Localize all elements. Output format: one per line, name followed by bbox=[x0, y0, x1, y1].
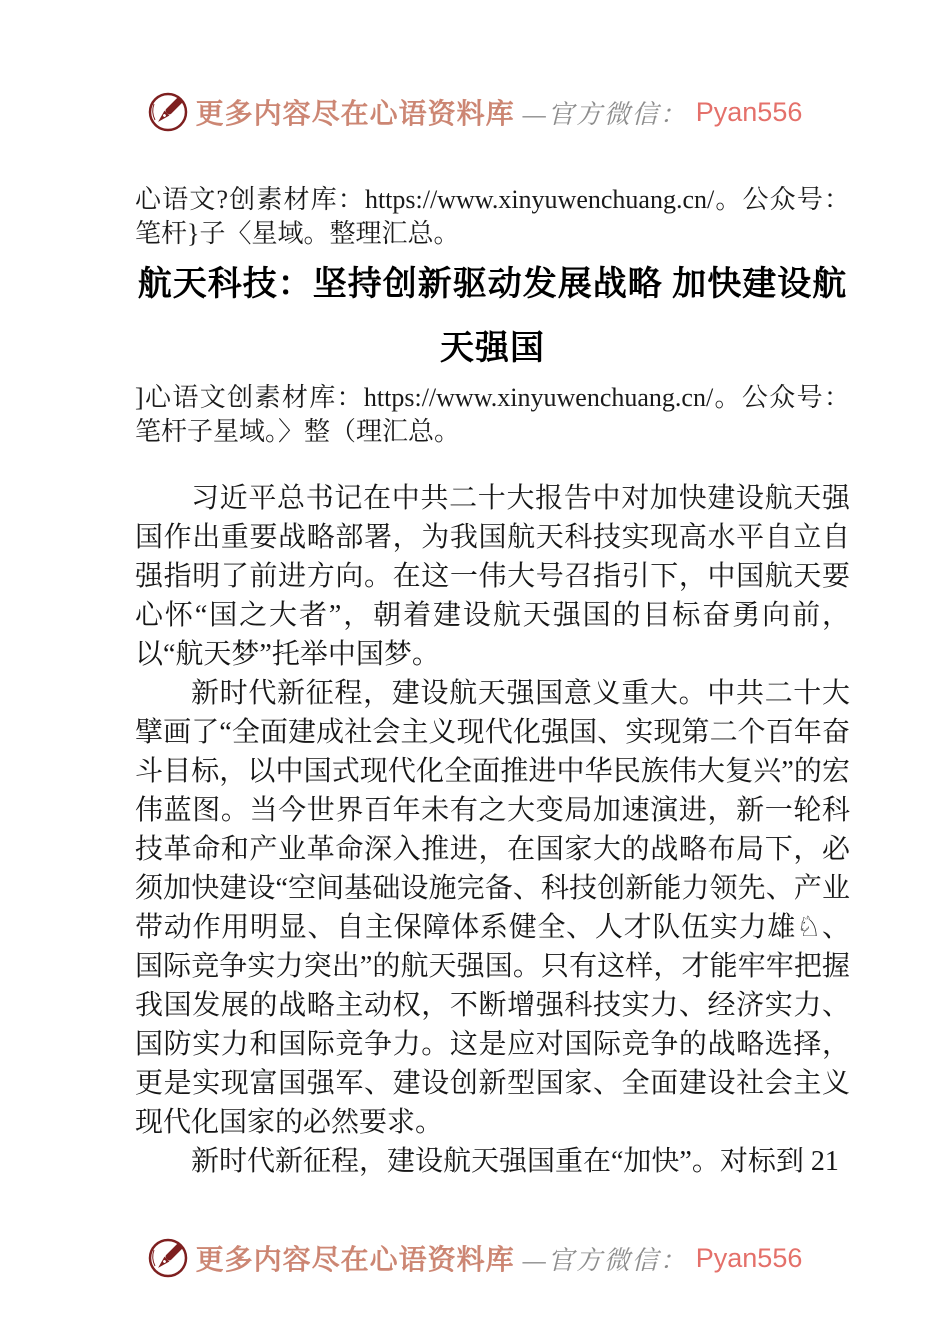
watermark-wechat-account: Pyan556 bbox=[695, 1242, 803, 1273]
document-title: 航天科技：坚持创新驱动发展战略 加快建设航天强国 bbox=[137, 266, 848, 367]
document-content bbox=[135, 183, 850, 1181]
pen-nib-logo-icon bbox=[148, 92, 188, 132]
source-note-sub: ]心语文创素材库：https://www.xinyuwenchuang.cn/。公众号：笔杆子星域。〉整（理汇总。 bbox=[135, 383, 850, 446]
watermark-wechat-label: —官方微信： bbox=[522, 1245, 688, 1275]
body-paragraph-2: 新时代新征程，建设航天强国意义重大。中共二十大擘画了“全面建成社会主义现代化强国、实现第二个百年奋斗目标，以中国式现代化全面推进中华民族伟大复兴”的宏伟蓝图。当今世界百年未有之大变局加速演进，新一轮科技革命和产业革命深入推进，在国家大的战略布局下，必须加快建设“空间基础设施完备、科技创新能力领先、产业带动作用明显、自主保障体系健全、人才队伍实力雄♘、国际竞争实力突出”的航天强国。只有这样，才能牢牢把握我国发展的战略主动权，不断增强科技实力、经济实力、国防实力和国际竞争力。这是应对国际竞争的战略选择，更是实现富国强军、建设创新型国家、全面建设社会主义现代化国家的必然要求。 bbox=[135, 678, 850, 1138]
pen-nib-logo-icon bbox=[148, 1238, 188, 1278]
body-paragraph-1: 习近平总书记在中共二十大报告中对加快建设航天强国作出重要战略部署，为我国航天科技实现高水平自立自强指明了前进方向。在这一伟大号召指引下，中国航天要心怀“国之大者”，朝着建设航天强国的目标奋勇向前，以“航天梦”托举中国梦。 bbox=[135, 483, 850, 670]
header-watermark bbox=[0, 92, 950, 132]
watermark-brand-text: 更多内容尽在心语资料库 bbox=[195, 1245, 515, 1276]
document-body bbox=[135, 479, 850, 1181]
source-note-top: 心语文?创素材库：https://www.xinyuwenchuang.cn/。公众号：笔杆}子〈星域。整理汇总。 bbox=[135, 185, 850, 248]
watermark-wechat-account: Pyan556 bbox=[695, 96, 803, 127]
watermark-brand-text: 更多内容尽在心语资料库 bbox=[195, 99, 515, 130]
body-paragraph-3: 新时代新征程，建设航天强国重在“加快”。对标到 21 bbox=[191, 1146, 839, 1177]
watermark-wechat-label: —官方微信： bbox=[522, 99, 688, 129]
footer-watermark bbox=[0, 1238, 950, 1278]
